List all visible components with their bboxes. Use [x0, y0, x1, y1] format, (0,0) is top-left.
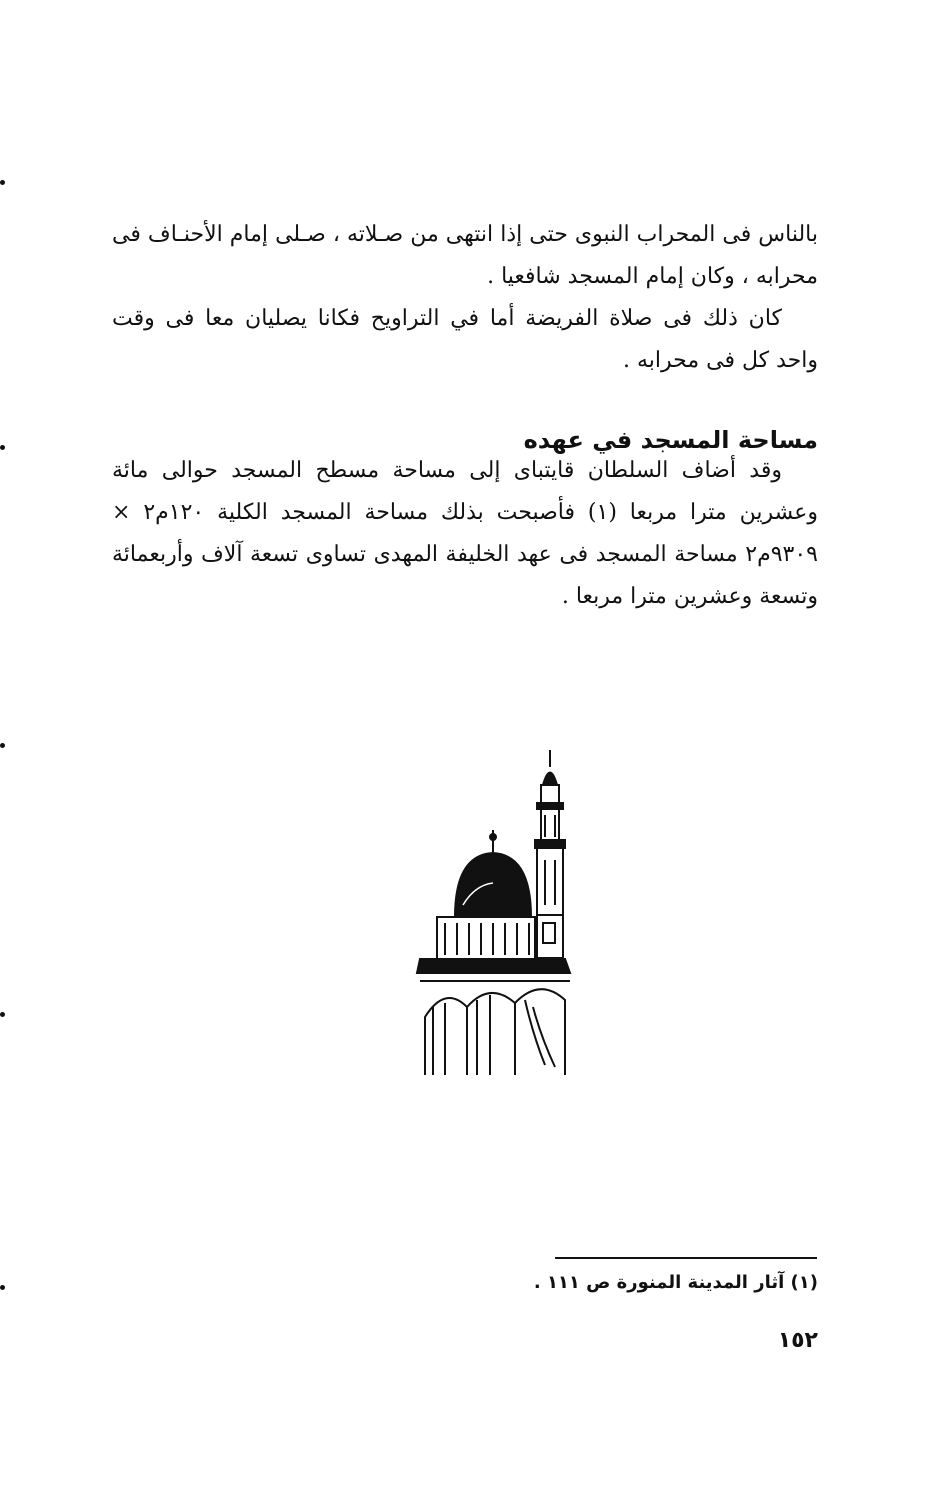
margin-mark [0, 180, 5, 185]
paragraph: بالناس فى المحراب النبوى حتى إذا انتهى من صـلاته ، صـلى إمام الأحنـاف فى محرابه ، وكان إمام المسجد شافعيا . [112, 222, 818, 289]
body-text-section [112, 450, 818, 618]
paragraph: وقد أضاف السلطان قايتباى إلى مساحة مسطح المسجد حوالى مائة وعشرين مترا مربعا (١) فأصبحت بذلك مساحة المسجد الكلية ١٢٠م٢ × ٩٣٠٩م٢ مساحة المسجد فى عهد الخليفة المهدى تساوى تسعة آلاف وأربعمائة وتسعة وعشرين مترا مربعا . [112, 458, 818, 609]
page-number: ١٥٢ [777, 1328, 818, 1353]
section-heading: مساحة المسجد في عهده [523, 426, 818, 454]
margin-mark [0, 743, 5, 748]
margin-mark [0, 445, 5, 450]
mosque-dome-minaret-icon [405, 745, 580, 1075]
margin-mark [0, 1012, 5, 1017]
paragraph: كان ذلك فى صلاة الفريضة أما في التراويح فكانا يصليان معا فى وقت واحد كل فى محرابه . [112, 306, 818, 373]
footnote-divider [555, 1257, 817, 1259]
footnote: (١) آثار المدينة المنورة ص ١١١ . [533, 1272, 818, 1293]
margin-mark [0, 1285, 5, 1290]
body-text-top [112, 214, 818, 382]
